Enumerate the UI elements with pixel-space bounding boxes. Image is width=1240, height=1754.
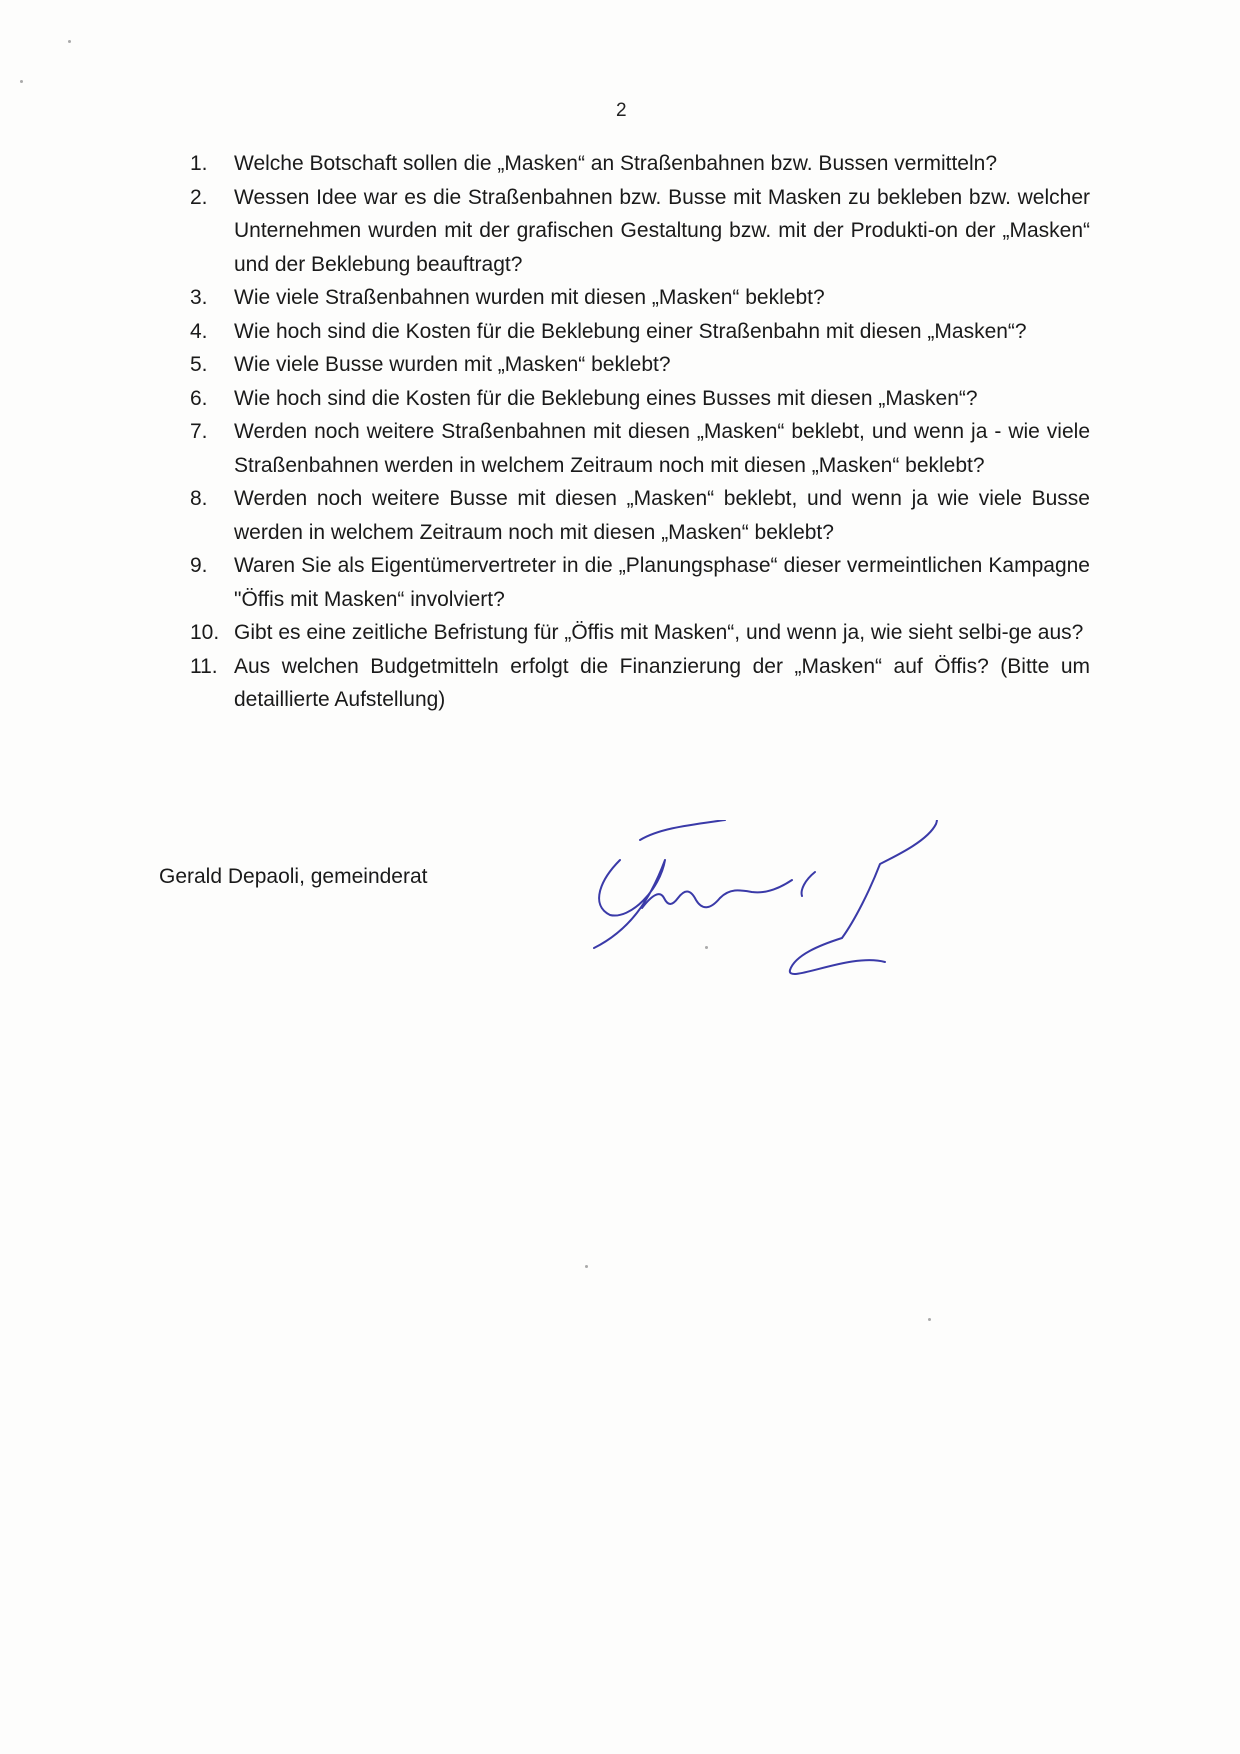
question-item bbox=[190, 650, 1090, 717]
question-item bbox=[190, 315, 1090, 349]
question-text: Wie viele Straßenbahnen wurden mit diesen „Masken“ beklebt? bbox=[234, 286, 825, 309]
question-text: Wie hoch sind die Kosten für die Beklebung eines Busses mit diesen „Masken“? bbox=[234, 386, 978, 410]
question-number: 9. bbox=[190, 554, 208, 577]
question-item bbox=[190, 482, 1090, 549]
question-item bbox=[190, 281, 1090, 315]
signature-stroke bbox=[802, 872, 815, 896]
question-number: 3. bbox=[190, 286, 208, 309]
question-text: Wessen Idee war es die Straßenbahnen bzw. Busse mit Masken zu bekleben bzw. welcher Unternehmen wurden mit der grafischen Gestaltung bzw. mit der Produkti-on der „Masken“ und der Beklebung beauftragt? bbox=[234, 185, 1090, 276]
scan-speck bbox=[20, 80, 23, 83]
signature-stroke bbox=[642, 880, 792, 908]
scan-speck bbox=[68, 40, 71, 43]
question-item bbox=[190, 181, 1090, 282]
question-number: 1. bbox=[190, 152, 208, 175]
question-text: Werden noch weitere Busse mit diesen „Masken“ beklebt, und wenn ja wie viele Busse werden in welchem Zeitraum noch mit diesen „Masken“ beklebt? bbox=[234, 487, 1090, 544]
question-item bbox=[190, 147, 1090, 181]
signature-stroke bbox=[640, 820, 725, 840]
question-number: 5. bbox=[190, 353, 208, 376]
question-item bbox=[190, 348, 1090, 382]
question-number: 11. bbox=[190, 654, 218, 678]
question-number: 7. bbox=[190, 420, 208, 443]
question-text: Wie viele Busse wurden mit „Masken“ beklebt? bbox=[234, 353, 671, 376]
question-number: 6. bbox=[190, 386, 208, 410]
question-number: 4. bbox=[190, 319, 208, 343]
question-item bbox=[190, 382, 1090, 416]
question-text: Waren Sie als Eigentümervertreter in die „Planungsphase“ dieser vermeintlichen Kampagne "Öffis mit Masken“ involviert? bbox=[234, 554, 1090, 611]
question-number: 8. bbox=[190, 487, 208, 510]
question-item bbox=[190, 616, 1090, 650]
signer-name: Gerald Depaoli, gemeinderat bbox=[159, 865, 428, 888]
question-text: Werden noch weitere Straßenbahnen mit diesen „Masken“ beklebt, und wenn ja - wie viele Straßenbahnen werden in welchem Zeitraum noch mit diesen „Masken“ beklebt? bbox=[234, 420, 1090, 477]
question-number: 2. bbox=[190, 185, 208, 209]
page-number: 2 bbox=[616, 100, 627, 121]
question-text: Gibt es eine zeitliche Befristung für „Öffis mit Masken“, und wenn ja, wie sieht selbi-ge aus? bbox=[234, 621, 1084, 644]
signature-stroke bbox=[790, 820, 937, 974]
signature-stroke bbox=[594, 860, 665, 948]
scan-speck bbox=[928, 1318, 931, 1321]
scan-speck bbox=[585, 1265, 588, 1268]
handwritten-signature bbox=[580, 820, 1000, 1000]
question-text: Welche Botschaft sollen die „Masken“ an Straßenbahnen bzw. Bussen vermitteln? bbox=[234, 152, 998, 175]
scan-speck bbox=[705, 946, 708, 949]
question-text: Wie hoch sind die Kosten für die Beklebung einer Straßenbahn mit diesen „Masken“? bbox=[234, 319, 1027, 343]
question-item bbox=[190, 549, 1090, 616]
question-text: Aus welchen Budgetmitteln erfolgt die Finanzierung der „Masken“ auf Öffis? (Bitte um detaillierte Aufstellung) bbox=[234, 654, 1090, 711]
question-item bbox=[190, 415, 1090, 482]
question-list bbox=[190, 147, 1090, 717]
question-number: 10. bbox=[190, 621, 220, 644]
